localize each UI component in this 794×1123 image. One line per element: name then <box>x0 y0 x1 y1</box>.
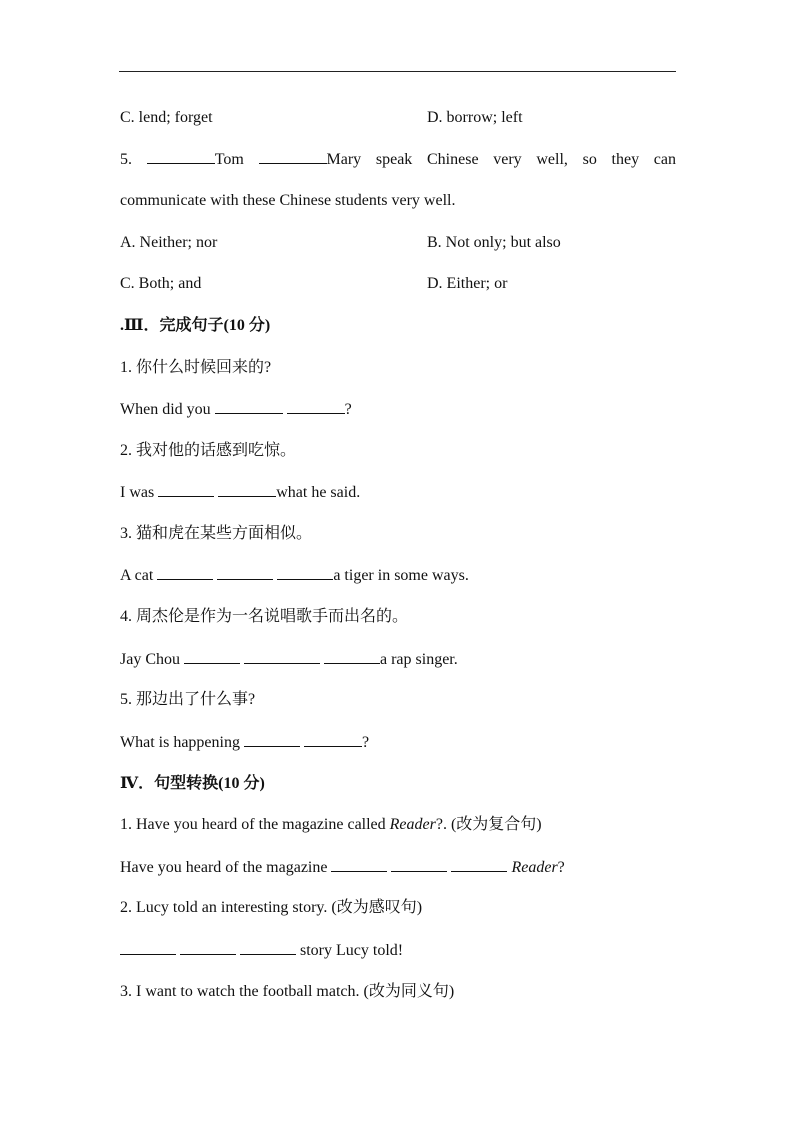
q5-option-d: D. Either; or <box>427 275 508 292</box>
q5-text-b: Mary speak Chinese very well, so they can <box>326 151 676 168</box>
s4-item1-blank-1[interactable] <box>331 856 387 872</box>
q4-option-d: D. borrow; left <box>427 109 523 126</box>
section3-title: .Ⅲ．完成句子 <box>120 317 224 334</box>
q5-blank-2[interactable] <box>259 148 327 164</box>
s3-item2-en-pre: I was <box>120 484 155 501</box>
s3-item3-blank-2[interactable] <box>217 564 273 580</box>
q5-text-a: Tom <box>214 151 244 168</box>
q5-option-a: A. Neither; nor <box>120 234 218 251</box>
s3-item2-blank-1[interactable] <box>158 481 214 497</box>
section3-heading <box>120 315 676 337</box>
section4-points: (10 分) <box>218 775 265 792</box>
s4-item1-q-post: ?. (改为复合句) <box>435 816 542 833</box>
s3-item2-en <box>120 481 676 504</box>
s4-item2-blank-3[interactable] <box>240 939 296 955</box>
s3-item4-cn: 4. 周杰伦是作为一名说唱歌手而出名的。 <box>120 608 409 625</box>
s4-item1-a <box>120 856 676 879</box>
s3-item3-blank-3[interactable] <box>277 564 333 580</box>
s3-item5-en-pre: What is happening <box>120 734 240 751</box>
s4-item1-a-italic: Reader <box>511 859 558 876</box>
header-rule <box>119 71 676 72</box>
section4-heading <box>120 773 676 795</box>
q5-option-b: B. Not only; but also <box>427 234 561 251</box>
q5-stem-line2: communicate with these Chinese students very well. <box>120 192 456 209</box>
s4-item1-a-pre: Have you heard of the magazine <box>120 859 332 876</box>
q4-options-row <box>120 107 676 129</box>
s4-item2-blank-2[interactable] <box>180 939 236 955</box>
section3-points: (10 分) <box>223 317 271 334</box>
q5-stem-line1 <box>120 148 676 171</box>
q5-blank-1[interactable] <box>147 148 215 164</box>
section4-title: Ⅳ．句型转换 <box>120 775 219 792</box>
s3-item4-en-post: a rap singer. <box>380 651 458 668</box>
s4-item1-q-pre: 1. Have you heard of the magazine called <box>120 816 390 833</box>
s4-item1-blank-2[interactable] <box>391 856 447 872</box>
s4-item1-q-italic: Reader <box>389 816 436 833</box>
s4-item1-blank-3[interactable] <box>451 856 507 872</box>
s3-item3-en <box>120 564 676 587</box>
s4-item1-q <box>120 814 676 836</box>
s3-item5-blank-2[interactable] <box>304 731 362 747</box>
s3-item4-en-pre: Jay Chou <box>120 651 180 668</box>
s4-item2-a <box>120 939 676 962</box>
s3-item5-en-post: ? <box>361 734 370 751</box>
s3-item5-cn: 5. 那边出了什么事? <box>120 691 256 708</box>
s4-item3-q: 3. I want to watch the football match. (改为同义句) <box>120 983 455 1000</box>
s3-item3-en-post: a tiger in some ways. <box>333 567 469 584</box>
s3-item1-blank-1[interactable] <box>215 398 283 414</box>
s3-item1-en-post: ? <box>344 401 352 418</box>
s3-item2-blank-2[interactable] <box>218 481 276 497</box>
s3-item1-blank-2[interactable] <box>287 398 345 414</box>
s3-item3-blank-1[interactable] <box>157 564 213 580</box>
q4-option-c: C. lend; forget <box>120 109 213 126</box>
s4-item2-q: 2. Lucy told an interesting story. (改为感叹句) <box>120 899 423 916</box>
s3-item1-en-pre: When did you <box>120 401 211 418</box>
s3-item5-en <box>120 731 676 754</box>
s4-item1-a-post: ? <box>557 859 565 876</box>
s3-item4-en <box>120 648 676 671</box>
q5-option-c: C. Both; and <box>120 275 202 292</box>
q5-options-row-1 <box>120 232 676 254</box>
q5-number: 5. <box>120 151 132 168</box>
s3-item2-en-post: what he said. <box>276 484 361 501</box>
s3-item4-blank-2[interactable] <box>244 648 320 664</box>
s3-item1-en <box>120 398 676 421</box>
s3-item1-cn: 1. 你什么时候回来的? <box>120 359 272 376</box>
q5-options-row-2 <box>120 273 676 295</box>
s3-item4-blank-3[interactable] <box>324 648 380 664</box>
s3-item5-blank-1[interactable] <box>244 731 300 747</box>
s3-item2-cn: 2. 我对他的话感到吃惊。 <box>120 442 297 459</box>
s3-item3-en-pre: A cat <box>120 567 154 584</box>
s3-item4-blank-1[interactable] <box>184 648 240 664</box>
s4-item2-a-post: story Lucy told! <box>300 942 404 959</box>
s4-item2-blank-1[interactable] <box>120 939 176 955</box>
s3-item3-cn: 3. 猫和虎在某些方面相似。 <box>120 525 313 542</box>
